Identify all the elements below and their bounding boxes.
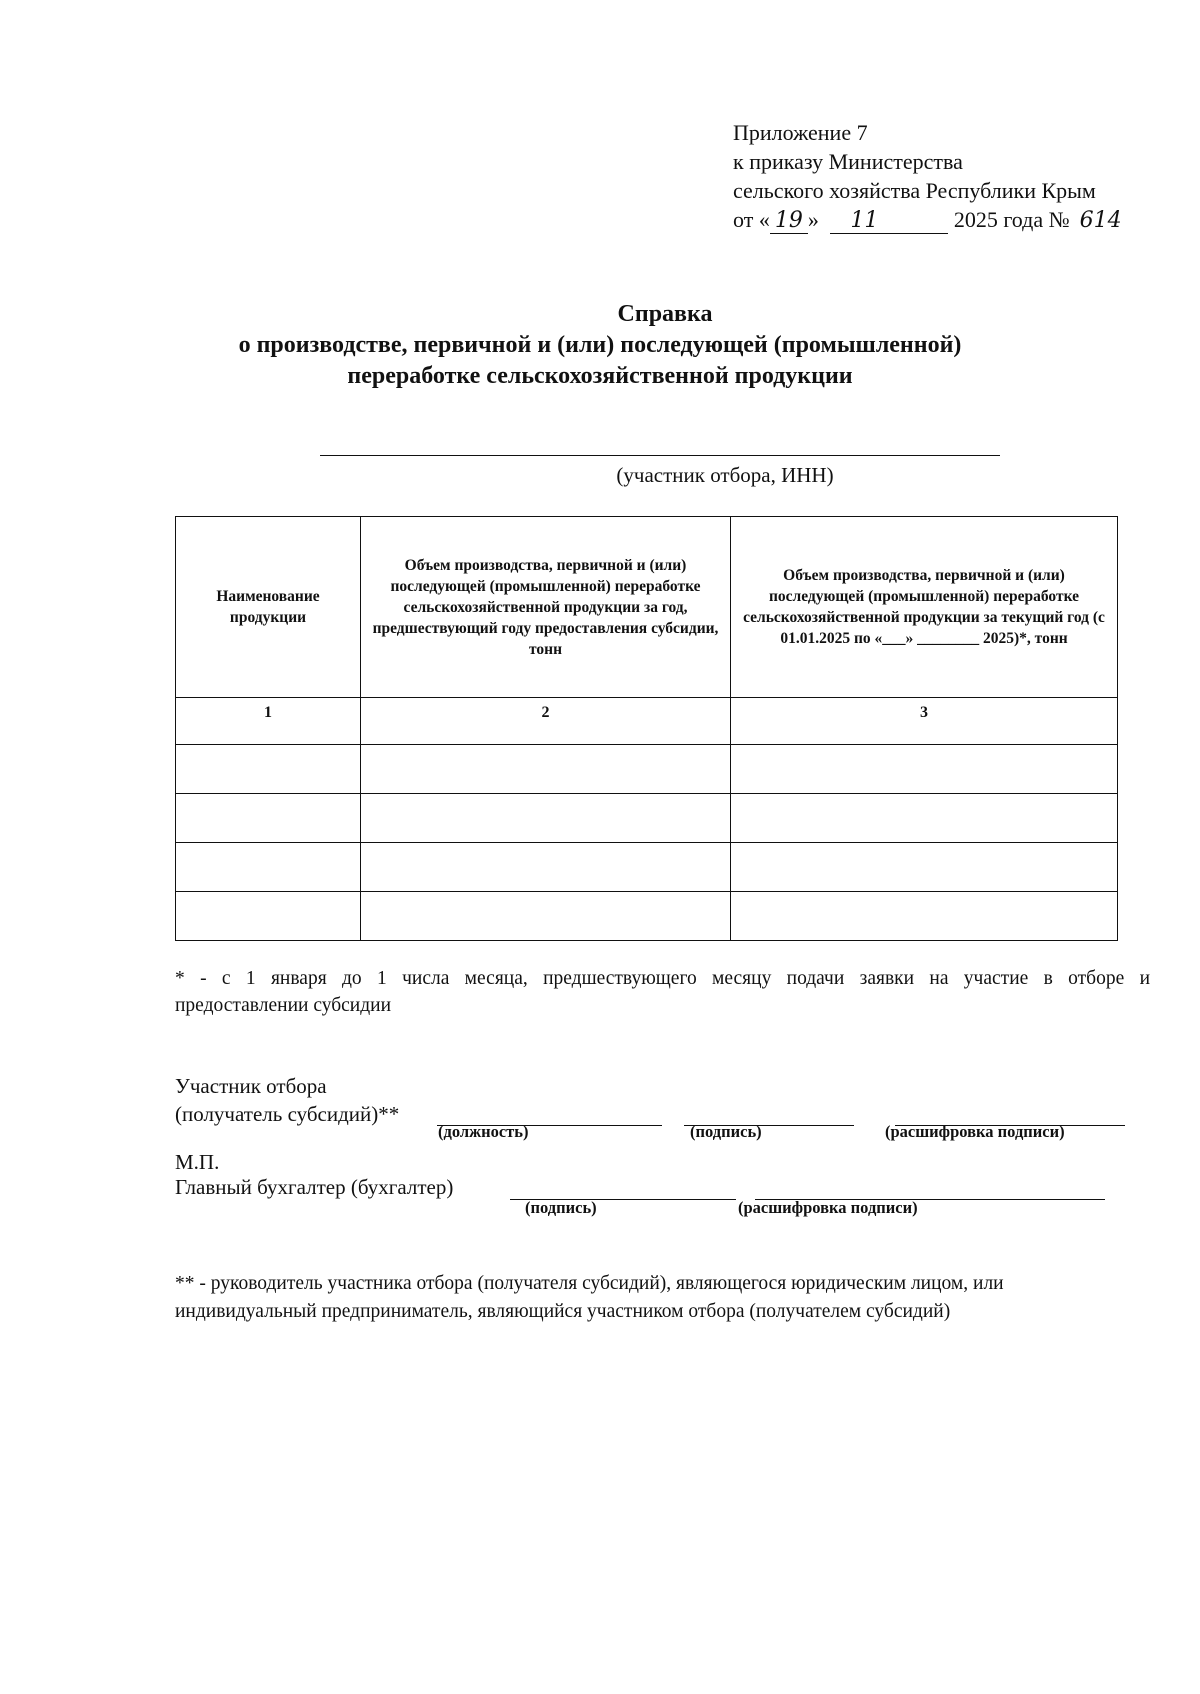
table-cell[interactable] bbox=[731, 745, 1118, 794]
table-cell[interactable] bbox=[176, 794, 361, 843]
table-cell[interactable] bbox=[361, 794, 731, 843]
production-table bbox=[175, 516, 1118, 941]
accountant-label: Главный бухгалтер (бухгалтер) bbox=[175, 1175, 454, 1199]
caption-accountant-signature: (подпись) bbox=[525, 1198, 597, 1217]
accountant-signature-blank-line[interactable] bbox=[510, 1174, 736, 1200]
accountant-decoding-blank-line[interactable] bbox=[755, 1174, 1105, 1200]
table-column-numbers-row bbox=[176, 698, 1118, 745]
table-cell[interactable] bbox=[731, 794, 1118, 843]
participant-blank-line bbox=[320, 455, 1000, 456]
title-line-3: переработке сельскохозяйственной продукции bbox=[347, 363, 853, 389]
participant-label-line-1: Участник отбора bbox=[175, 1074, 327, 1098]
table-cell[interactable] bbox=[176, 745, 361, 794]
title-line-1: Справка bbox=[617, 301, 713, 327]
table-row bbox=[176, 892, 1118, 941]
footnote-period bbox=[175, 965, 1150, 1019]
document-title bbox=[0, 299, 1200, 392]
footnote-period-line-2: предоставлении субсидии bbox=[175, 995, 392, 1016]
table-cell[interactable] bbox=[176, 843, 361, 892]
table-cell[interactable] bbox=[731, 843, 1118, 892]
caption-accountant-decoding: (расшифровка подписи) bbox=[738, 1198, 918, 1217]
appendix-line-1: Приложение 7 bbox=[733, 120, 868, 145]
appendix-line-2: к приказу Министерства bbox=[733, 149, 963, 174]
footnote-period-line-1: * - с 1 января до 1 числа месяца, предшествующего месяцу подачи заявки на участие в отборе и bbox=[175, 968, 1150, 989]
header-current-year-volume: Объем производства, первичной и (или) последующей (промышленной) переработке сельскохозяйственной продукции за текущий год (с 01.01.2025 по «___» ________ 2025)*, тонн bbox=[731, 517, 1118, 698]
date-day-handwritten: 19 bbox=[770, 209, 808, 234]
caption-position: (должность) bbox=[438, 1122, 529, 1141]
column-number-3: 3 bbox=[731, 698, 1118, 745]
table-cell[interactable] bbox=[361, 745, 731, 794]
footnote-head-line-2: индивидуальный предприниматель, являющийся участником отбора (получателем субсидий) bbox=[175, 1301, 951, 1322]
table-cell[interactable] bbox=[176, 892, 361, 941]
table-header-row bbox=[176, 517, 1118, 698]
date-suffix: 2025 года № bbox=[953, 207, 1070, 232]
header-product-name: Наименование продукции bbox=[176, 517, 361, 698]
title-line-2: о производстве, первичной и (или) последующей (промышленной) bbox=[238, 332, 962, 358]
stamp-placeholder: М.П. bbox=[175, 1150, 220, 1174]
column-number-1: 1 bbox=[176, 698, 361, 745]
footnote-head-line-1: ** - руководитель участника отбора (получателя субсидий), являющегося юридическим лицом, или bbox=[175, 1273, 1004, 1294]
appendix-header bbox=[733, 118, 1132, 234]
table-row bbox=[176, 745, 1118, 794]
header-prev-year-volume: Объем производства, первичной и (или) последующей (промышленной) переработке сельскохозяйственной продукции за год, предшествующий году предоставления субсидии, тонн bbox=[361, 517, 731, 698]
appendix-date-line bbox=[733, 205, 1132, 234]
order-number-handwritten: 614 bbox=[1079, 208, 1122, 233]
participant-caption: (участник отбора, ИНН) bbox=[616, 463, 834, 487]
participant-label-line-2: (получатель субсидий)** bbox=[175, 1102, 400, 1126]
footnote-head-definition bbox=[175, 1270, 1135, 1326]
table-row bbox=[176, 794, 1118, 843]
appendix-line-3: сельского хозяйства Республики Крым bbox=[733, 178, 1096, 203]
column-number-2: 2 bbox=[361, 698, 731, 745]
table-row bbox=[176, 843, 1118, 892]
table-cell[interactable] bbox=[361, 843, 731, 892]
date-prefix: от « bbox=[733, 207, 770, 232]
date-mid: » bbox=[807, 207, 819, 232]
caption-decoding: (расшифровка подписи) bbox=[885, 1122, 1065, 1141]
table-cell[interactable] bbox=[731, 892, 1118, 941]
caption-signature: (подпись) bbox=[690, 1122, 762, 1141]
table-cell[interactable] bbox=[361, 892, 731, 941]
date-month-handwritten: 11 bbox=[830, 209, 948, 234]
